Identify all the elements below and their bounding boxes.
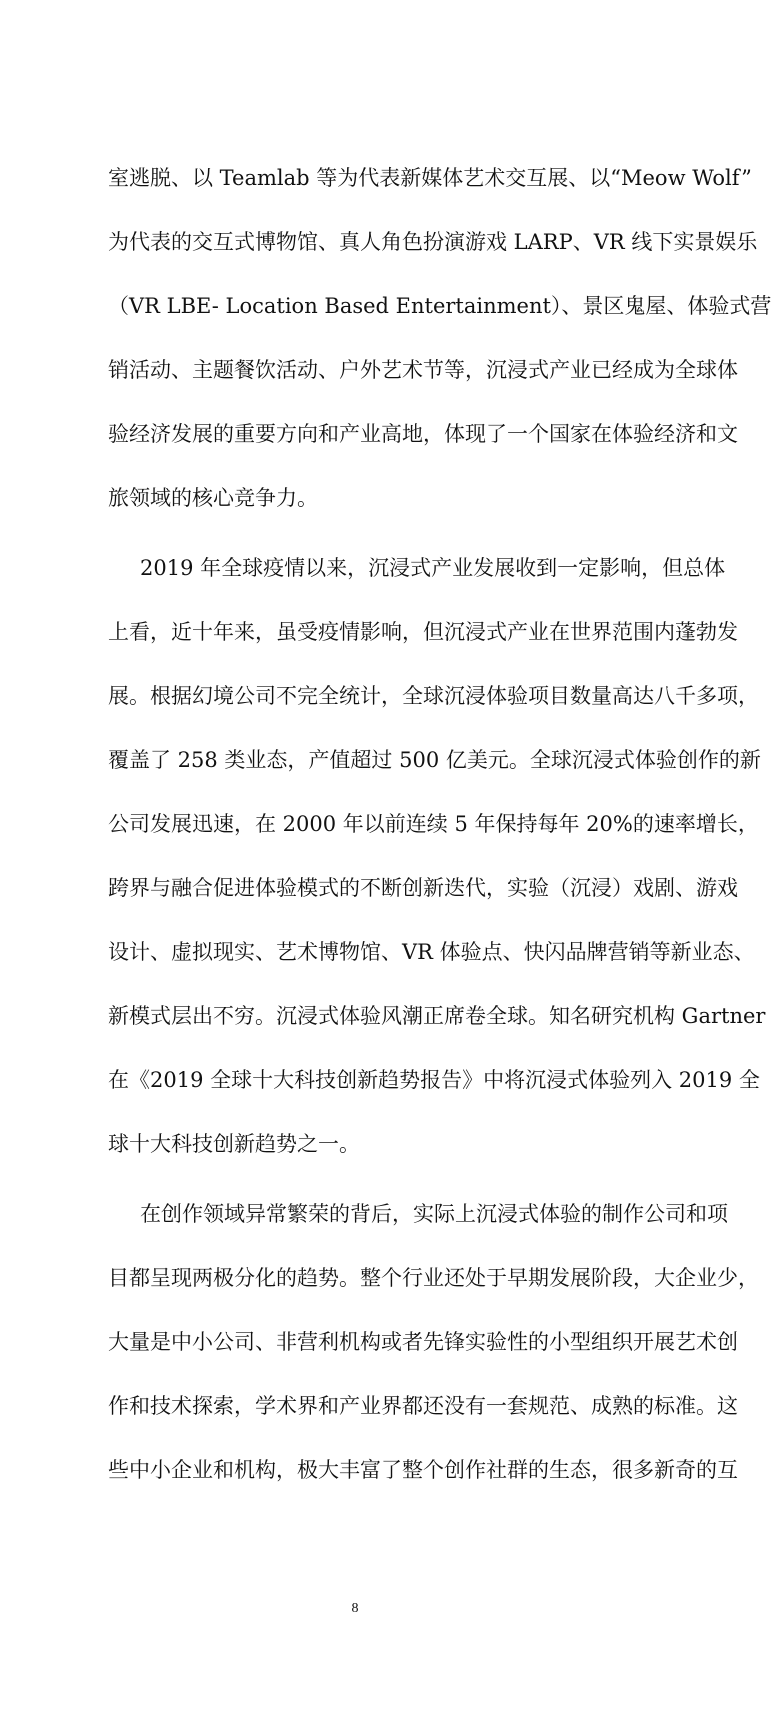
text-line: 旅领域的核心竞争力。 — [108, 486, 318, 510]
text-line: 设计、虚拟现实、艺术博物馆、VR 体验点、快闪品牌营销等新业态、 — [108, 940, 755, 964]
text-line: 在《2019 全球十大科技创新趋势报告》中将沉浸式体验列入 2019 全 — [108, 1068, 760, 1092]
paragraph-first-line: 2019 年全球疫情以来，沉浸式产业发展收到一定影响，但总体 — [140, 556, 726, 580]
text-line: 球十大科技创新趋势之一。 — [108, 1132, 360, 1156]
text-line: 目都呈现两极分化的趋势。整个行业还处于早期发展阶段，大企业少， — [108, 1266, 759, 1290]
text-line: 覆盖了 258 类业态，产值超过 500 亿美元。全球沉浸式体验创作的新 — [108, 748, 761, 772]
text-line: 大量是中小公司、非营利机构或者先锋实验性的小型组织开展艺术创 — [108, 1330, 738, 1354]
page-number: 8 — [351, 1601, 359, 1616]
text-line: 作和技术探索，学术界和产业界都还没有一套规范、成熟的标准。这 — [108, 1394, 738, 1418]
text-line: 为代表的交互式博物馆、真人角色扮演游戏 LARP、VR 线下实景娱乐 — [108, 230, 758, 254]
text-line: （VR LBE- Location Based Entertainment）、景区鬼屋、体验式营 — [108, 294, 771, 318]
text-line: 些中小企业和机构，极大丰富了整个创作社群的生态，很多新奇的互 — [108, 1458, 738, 1482]
text-line: 室逃脱、以 Teamlab 等为代表新媒体艺术交互展、以“Meow Wolf” — [108, 166, 752, 190]
text-line: 跨界与融合促进体验模式的不断创新迭代，实验（沉浸）戏剧、游戏 — [108, 876, 738, 900]
text-line: 展。根据幻境公司不完全统计，全球沉浸体验项目数量高达八千多项， — [108, 684, 759, 708]
text-line: 验经济发展的重要方向和产业高地，体现了一个国家在体验经济和文 — [108, 422, 738, 446]
text-line: 新模式层出不穷。沉浸式体验风潮正席卷全球。知名研究机构 Gartner — [108, 1004, 766, 1028]
paragraph-first-line: 在创作领域异常繁荣的背后，实际上沉浸式体验的制作公司和项 — [140, 1202, 728, 1226]
text-line: 上看，近十年来，虽受疫情影响，但沉浸式产业在世界范围内蓬勃发 — [108, 620, 738, 644]
text-line: 公司发展迅速，在 2000 年以前连续 5 年保持每年 20%的速率增长， — [108, 812, 759, 836]
text-line: 销活动、主题餐饮活动、户外艺术节等，沉浸式产业已经成为全球体 — [108, 358, 738, 382]
